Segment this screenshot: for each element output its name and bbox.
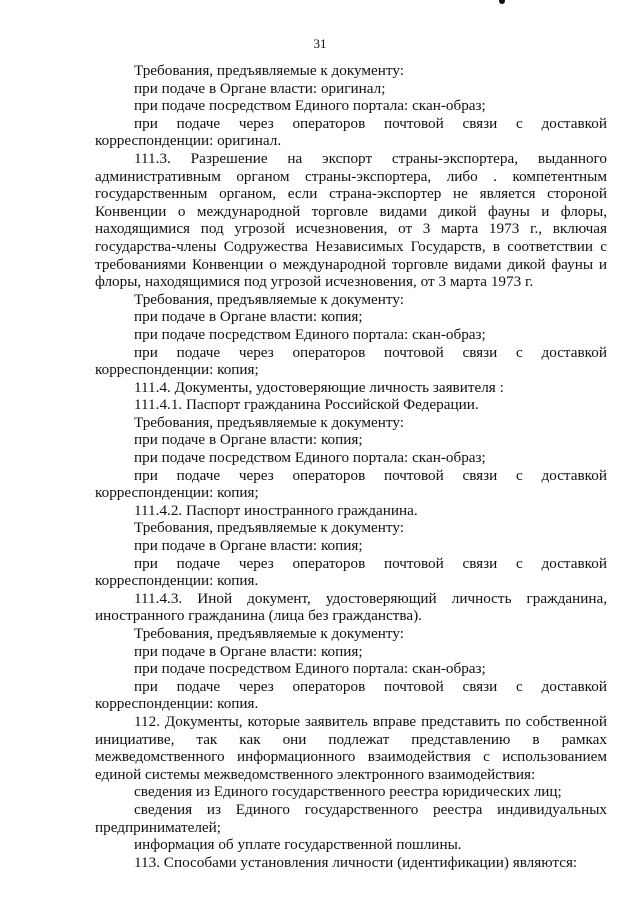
paragraph: сведения из Единого государственного реестра индивидуальных предпринимателей; — [95, 800, 607, 836]
paragraph: 111.4.3. Иной документ, удостоверяющий личность гражданина, иностранного гражданина (лица без гражданства). — [95, 589, 607, 625]
paragraph: 111.4. Документы, удостоверяющие личность заявителя : — [134, 378, 504, 396]
paragraph: 111.4.1. Паспорт гражданина Российской Федерации. — [134, 396, 479, 414]
paragraph: при подаче в Органе власти: копия; — [134, 537, 363, 555]
paragraph: при подаче через операторов почтовой связи с доставкой корреспонденции: копия; — [95, 466, 607, 502]
paragraph: при подаче через операторов почтовой связи с доставкой корреспонденции: оригинал. — [95, 114, 607, 150]
paragraph: при подаче в Органе власти: копия; — [134, 308, 363, 326]
paragraph: при подаче в Органе власти: оригинал; — [134, 79, 386, 97]
paragraph: при подаче через операторов почтовой связи с доставкой корреспонденции: копия. — [95, 554, 607, 590]
page-number: 31 — [313, 36, 327, 51]
paragraph: Требования, предъявляемые к документу: — [134, 290, 404, 308]
paragraph: при подаче через операторов почтовой связи с доставкой корреспонденции: копия. — [95, 677, 607, 713]
paragraph: при подаче через операторов почтовой связи с доставкой корреспонденции: копия; — [95, 343, 607, 379]
paragraph: 112. Документы, которые заявитель вправе представить по собственной инициативе, так как они подлежат представлению в рамках межведомственного информационного взаимодействия с использованием единой системы межведомственного электронного взаимодействия: — [95, 712, 607, 783]
paragraph: 113. Способами установления личности (идентификации) являются: — [134, 853, 578, 871]
paragraph: при подаче посредством Единого портала: скан-образ; — [134, 325, 486, 343]
paragraph: 111.4.2. Паспорт иностранного гражданина. — [134, 501, 418, 519]
paragraph: при подаче посредством Единого портала: скан-образ; — [134, 660, 486, 678]
paragraph: при подаче в Органе власти: копия; — [134, 431, 363, 449]
paragraph: 111.3. Разрешение на экспорт страны-экспортера, выданного административным органом страны-экспортера, либо . компетентным государственным органом, если страна-экспортер не является стороной Конвенции о международной торговле видами дикой фауны и флоры, находящимися под угрозой исчезновения, от 3 марта 1973 г., включая государства-члены Содружества Независимых Государств, в соответствии с требованиями Конвенции о международной торговле видами дикой фауны и флоры, находящимися под угрозой исчезновения, от 3 марта 1973 г. — [95, 149, 607, 291]
paragraph: Требования, предъявляемые к документу: — [134, 625, 404, 642]
paragraph: Требования, предъявляемые к документу: — [134, 519, 404, 537]
scan-dot-mark — [499, 0, 505, 4]
paragraph: Требования, предъявляемые к документу: — [134, 413, 404, 431]
document-body — [95, 62, 607, 871]
paragraph: при подаче в Органе власти: копия; — [134, 642, 363, 660]
paragraph: сведения из Единого государственного реестра юридических лиц; — [134, 783, 562, 801]
paragraph: при подаче посредством Единого портала: скан-образ; — [134, 97, 486, 115]
paragraph: информация об уплате государственной пошлины. — [134, 836, 462, 854]
paragraph: Требования, предъявляемые к документу: — [134, 62, 404, 79]
paragraph: при подаче посредством Единого портала: скан-образ; — [134, 449, 486, 467]
